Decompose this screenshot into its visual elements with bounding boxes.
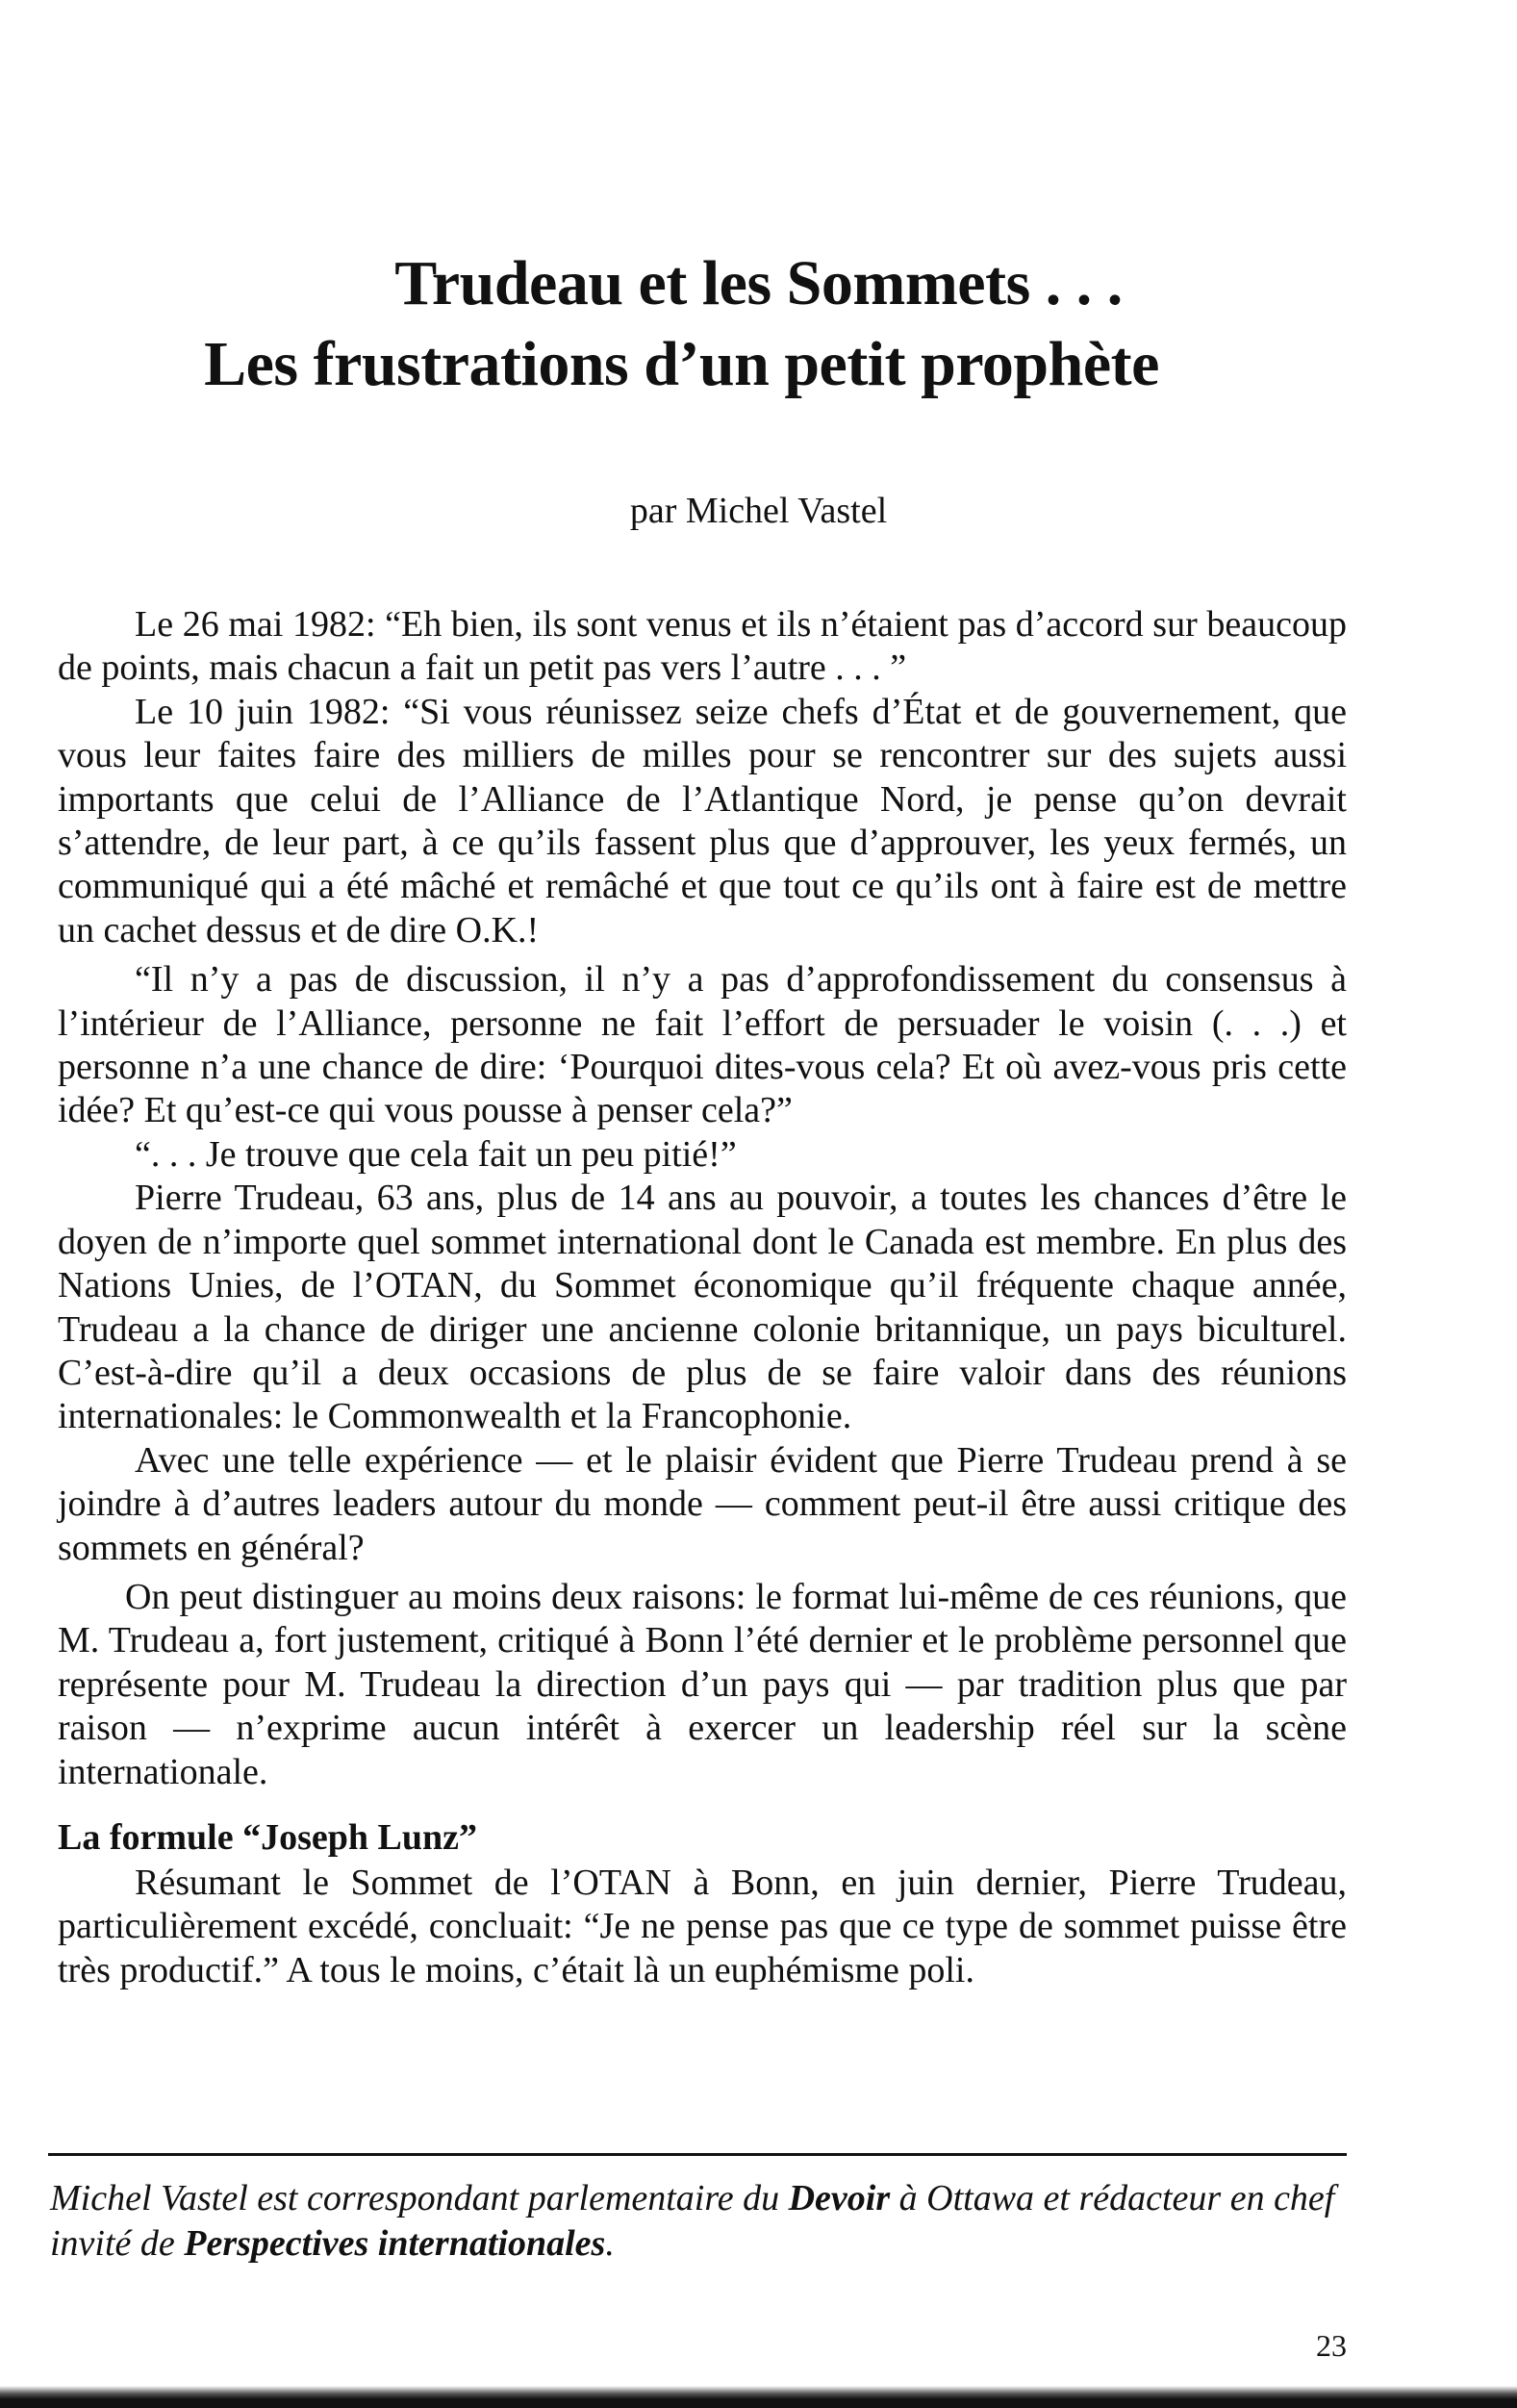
paragraph: “. . . Je trouve que cela fait un peu pitié!” <box>135 1133 737 1175</box>
article-body <box>58 603 1347 1992</box>
footnote-text: à Ottawa et rédacteur en chef invité de <box>50 2178 1335 2264</box>
page-number: 23 <box>1316 2328 1347 2363</box>
footnote-text: . <box>605 2223 615 2264</box>
footnote-divider <box>48 2153 1347 2156</box>
paragraph: Le 10 juin 1982: “Si vous réunissez seize chefs d’État et de gouvernement, que vous leur faites faire des milliers de milles pour se rencontrer sur des sujets aussi importants que celui de l’Alliance de l’Atlantique Nord, je pense qu’on devrait s’attendre, de leur part, à ce qu’ils fassent plus que d’approuver, les yeux fermés, un communiqué qui a été mâché et remâché et que tout ce qu’ils ont à faire est de mettre un cachet dessus et de dire O.K.! <box>58 691 1347 951</box>
scan-edge <box>0 2386 1517 2408</box>
footnote-publication: Devoir <box>788 2178 891 2218</box>
paragraph: On peut distinguer au moins deux raisons: le format lui-même de ces réunions, que M. Trudeau a, fort justement, critiqué à Bonn l’été dernier et le problème personnel que représente pour M. Trudeau la direction d’un pays qui — par tradition plus que par raison — n’exprime aucun intérêt à exercer un leadership réel sur la scène internationale. <box>58 1576 1347 1792</box>
article-title-line-2: Les frustrations d’un petit prophète <box>204 329 1159 399</box>
author-footnote <box>50 2176 1339 2267</box>
section-subheading: La formule “Joseph Lunz” <box>58 1816 477 1858</box>
article-title-line-1: Trudeau et les Sommets . . . <box>394 248 1123 318</box>
footnote-text: Michel Vastel est correspondant parlementaire du <box>50 2178 789 2218</box>
paragraph: Pierre Trudeau, 63 ans, plus de 14 ans au pouvoir, a toutes les chances d’être le doyen de n’importe quel sommet international dont le Canada est membre. En plus des Nations Unies, de l’OTAN, du Sommet économique qu’il fréquente chaque année, Trudeau a la chance de diriger une ancienne colonie britannique, un pays biculturel. C’est-à-dire qu’il a deux occasions de plus de se faire valoir dans des réunions internationales: le Commonwealth et la Francophonie. <box>58 1178 1347 1437</box>
paragraph: Avec une telle expérience — et le plaisir évident que Pierre Trudeau prend à se joindre à d’autres leaders autour du monde — comment peut-il être aussi critique des sommets en général? <box>58 1439 1347 1568</box>
paragraph: “Il n’y a pas de discussion, il n’y a pas d’approfondissement du consensus à l’intérieur de l’Alliance, personne ne fait l’effort de persuader le voisin (. . .) et personne n’a une chance de dire: ‘Pourquoi dites-vous cela? Et où avez-vous pris cette idée? Et qu’est-ce qui vous pousse à penser cela?” <box>58 959 1347 1131</box>
paragraph: Résumant le Sommet de l’OTAN à Bonn, en juin dernier, Pierre Trudeau, particulièrement excédé, concluait: “Je ne pense pas que ce type de sommet puisse être très productif.” A tous le moins, c’était là un euphémisme poli. <box>58 1862 1347 1990</box>
footnote-journal: Perspectives internationales <box>184 2223 606 2264</box>
byline: par Michel Vastel <box>629 491 888 531</box>
paragraph: Le 26 mai 1982: “Eh bien, ils sont venus et ils n’étaient pas d’accord sur beaucoup de points, mais chacun a fait un petit pas vers l’autre . . . ” <box>58 604 1347 689</box>
